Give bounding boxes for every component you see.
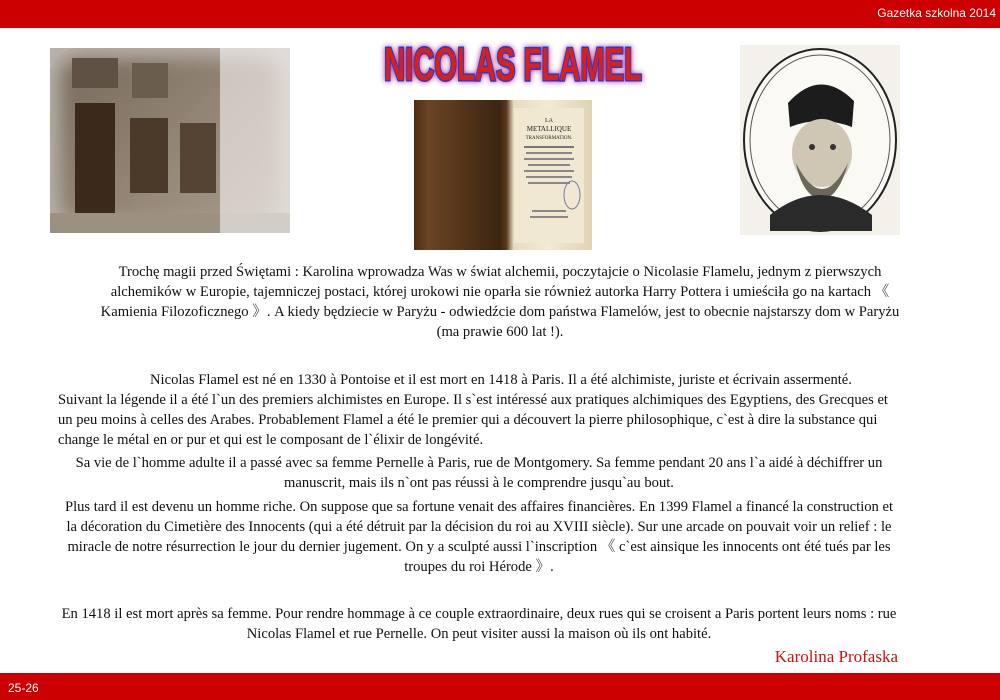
- page-title: [378, 30, 648, 94]
- header-label: Gazetka szkolna 2014: [877, 6, 996, 20]
- paragraph-3: Plus tard il est devenu un homme riche. On suppose que sa fortune venait des affaires financières. En 1399 Flamel a financé la construction et la décoration du Cimetière des Innocents (qui a été détruit par la décision du roi au XVIII siècle). Sur une arcade on pouvait voir un relief : le miracle de notre résurrection le jour du dernier jugement. On y a sculpté aussi l`inscription 《 c`est ainsique les innocents ont été tués par les troupes du roi Hérode 》.: [64, 499, 894, 575]
- paragraph-4: En 1418 il est mort après sa femme. Pour rendre hommage à ce couple extraordinaire, deux rues qui se croisent a Paris portent leurs noms : rue Nicolas Flamel et rue Pernelle. On peut visiter aussi la maison où ils ont habité.: [61, 606, 897, 642]
- paragraph-1: Nicolas Flamel est né en 1330 à Pontoise et il est mort en 1418 à Paris. Il a été alchimiste, juriste et écrivain assermenté. Suivant la légende il a été l`un des premiers alchimistes en Europe. Il s`est intéressé aux pratiques alchimiques des Egyptiens, des Grecques et un peu moins à celles des Arabes. Probablement Flamel a été le premier qui a découvert la pierre philosophique, c`est à dire la substance qui change le métal en or pur et qui est le composant de l`élixir de longévité.: [58, 372, 888, 448]
- header-bar: [0, 0, 1000, 28]
- footer-bar: [0, 673, 1000, 700]
- paragraph-2: Sa vie de l`homme adulte il a passé avec sa femme Pernelle à Paris, rue de Montgomery. Sa femme pendant 20 ans l`a aidé à déchiffrer un manuscrit, mais ils n`ont pas réussi à le comprendre jusqu`au bout.: [75, 455, 883, 491]
- book-photo: [414, 100, 592, 250]
- intro-paragraph: Trochę magii przed Świętami : Karolina wprowadza Was w świat alchemii, poczytajcie o Nicolasie Flamelu, jednym z pierwszych alchemików w Europie, tajemniczej postaci, której urokowi nie oparła sie również autorka Harry Pottera i umieściła go na kartach 《 Kamienia Filozoficznego 》. A kiedy będziecie w Paryżu - odwiedźcie dom państwa Flamelów, jest to obecnie najstarszy dom w Paryżu (ma prawie 600 lat !).: [100, 264, 900, 340]
- house-photo: [50, 48, 290, 233]
- page-number: 25-26: [8, 681, 39, 695]
- book-text-line1: LA: [545, 118, 553, 124]
- book-text-line2: METALLIQUE: [526, 125, 572, 133]
- portrait-engraving: [740, 45, 900, 235]
- book-text-line3: TRANSFORMATION.: [525, 136, 573, 141]
- author-signature: Karolina Profaska: [774, 647, 898, 666]
- page-title-text: NICOLAS FLAMEL: [384, 38, 642, 90]
